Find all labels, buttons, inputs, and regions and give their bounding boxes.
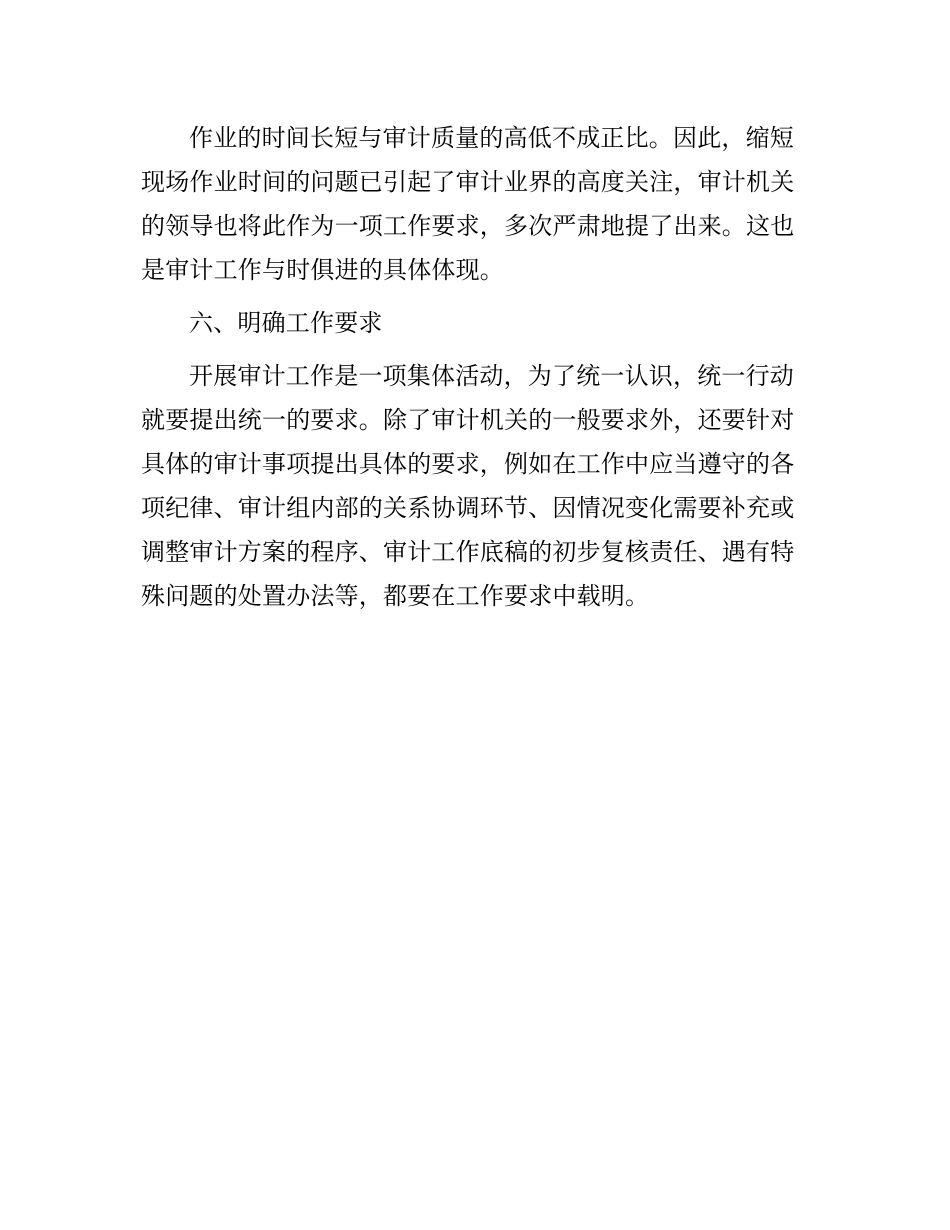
paragraph-line: 具体的审计事项提出具体的要求，例如在工作中应当遵守的各 [141,450,795,478]
paragraph-spacer [141,345,813,354]
paragraph-work-requirements [141,354,813,618]
paragraph-spacer [141,292,813,301]
paragraph-line: 是审计工作与时俱进的具体体现。 [141,256,504,284]
document-body [141,116,813,618]
paragraph-line: 作业的时间长短与审计质量的高低不成正比。因此，缩短 [189,124,794,152]
section-heading-text: 六、明确工作要求 [189,309,383,337]
paragraph-line: 殊问题的处置办法等，都要在工作要求中载明。 [141,582,650,610]
paragraph-line: 就要提出统一的要求。除了审计机关的一般要求外，还要针对 [141,406,795,434]
section-heading [141,301,813,345]
paragraph-line: 项纪律、审计组内部的关系协调环节、因情况变化需要补充或 [141,494,795,522]
paragraph-line: 的领导也将此作为一项工作要求，多次严肃地提了出来。这也 [141,212,795,240]
paragraph-line: 现场作业时间的问题已引起了审计业界的高度关注，审计机关 [141,168,795,196]
paragraph-continuation [141,116,813,292]
paragraph-line: 开展审计工作是一项集体活动，为了统一认识，统一行动 [189,362,794,390]
paragraph-line: 调整审计方案的程序、审计工作底稿的初步复核责任、遇有特 [141,538,795,566]
